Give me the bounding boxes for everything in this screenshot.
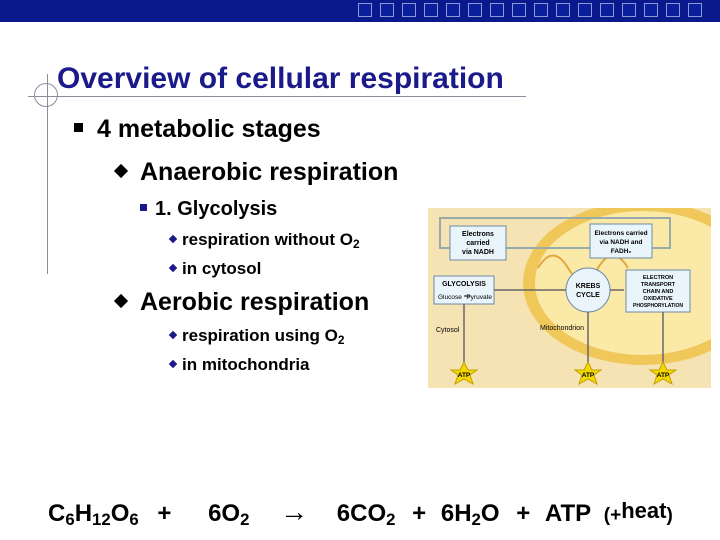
atp-label: ATP — [656, 372, 670, 379]
bullet-text: 1. Glycolysis — [155, 198, 278, 220]
plus-sign: + — [516, 500, 531, 527]
banner-square — [468, 3, 482, 17]
heat-close: ) — [666, 505, 673, 526]
bullet-in-mitochondria — [170, 355, 310, 375]
top-banner — [0, 0, 720, 22]
respiration-equation — [48, 496, 673, 530]
formula-element: O — [110, 500, 130, 527]
bullet-text: respiration without O — [182, 230, 353, 249]
krebs-cycle-circle — [566, 268, 610, 312]
electrons-fadh-line2: via NADH and — [599, 239, 643, 246]
yields-arrow-icon: → — [280, 496, 309, 527]
heat-open: (+ — [603, 505, 622, 526]
banner-square — [666, 3, 680, 17]
etc-line1: ELECTRON — [642, 275, 674, 281]
krebs-line1: KREBS — [575, 283, 601, 290]
formula-element: 6O — [208, 500, 241, 527]
heat-note — [604, 498, 673, 528]
heat-word: heat — [621, 498, 667, 523]
mitochondrion-label: Mitochondrion — [540, 325, 584, 332]
diamond-bullet-icon — [114, 164, 128, 178]
subscript: 6 — [65, 510, 75, 530]
glucose-label: Glucose — [438, 294, 462, 301]
banner-square — [688, 3, 702, 17]
banner-square — [402, 3, 416, 17]
bullet-glycolysis — [140, 198, 277, 221]
water-formula — [441, 500, 500, 530]
subscript: 6 — [129, 510, 139, 530]
cellular-respiration-diagram — [428, 208, 711, 388]
banner-square — [358, 3, 372, 17]
etc-line2: TRANSPORT — [640, 282, 676, 288]
subscript: 2 — [386, 510, 396, 530]
electrons-nadh-line3: via NADH — [462, 249, 494, 256]
bullet-using-o2 — [170, 326, 344, 347]
diamond-bullet-icon — [169, 331, 177, 339]
etc-line4: OXIDATIVE — [643, 296, 673, 302]
electrons-nadh-line1: Electrons — [462, 231, 494, 238]
electrons-fadh-line1: Electrons carried — [594, 230, 648, 237]
glycolysis-label: GLYCOLYSIS — [442, 281, 486, 288]
slide-title: Overview of cellular respiration — [57, 62, 504, 95]
subscript: 2 — [471, 510, 481, 530]
diamond-bullet-icon — [169, 264, 177, 272]
plus-sign: + — [157, 500, 172, 527]
square-bullet-icon — [74, 123, 83, 132]
bullet-anaerobic — [116, 158, 398, 187]
formula-element: 6CO — [336, 500, 387, 527]
subscript: 2 — [240, 510, 250, 530]
oxygen-formula — [208, 500, 249, 530]
banner-square — [534, 3, 548, 17]
formula-element: 6H — [440, 500, 472, 527]
decor-horizontal-line — [28, 96, 526, 97]
diamond-bullet-icon — [169, 360, 177, 368]
bullet-text: respiration using O — [182, 326, 338, 345]
pyruvate-label: Pyruvate — [466, 294, 492, 301]
bullet-text: 4 metabolic stages — [97, 115, 321, 143]
atp-label: ATP — [581, 372, 595, 379]
atp-label: ATP — [457, 372, 471, 379]
banner-square — [556, 3, 570, 17]
formula-element: O — [480, 500, 500, 527]
banner-square — [424, 3, 438, 17]
glucose-formula — [48, 500, 139, 530]
banner-square — [644, 3, 658, 17]
decor-circle — [34, 83, 58, 107]
co2-formula — [337, 500, 396, 530]
banner-square — [622, 3, 636, 17]
banner-square — [578, 3, 592, 17]
banner-square — [490, 3, 504, 17]
formula-element: H — [74, 500, 93, 527]
banner-square — [380, 3, 394, 17]
diamond-bullet-icon — [169, 235, 177, 243]
bullet-aerobic — [116, 288, 369, 317]
subscript: 2 — [352, 236, 360, 251]
subscript: 12 — [92, 510, 111, 530]
banner-square — [600, 3, 614, 17]
bullet-text: in cytosol — [182, 259, 262, 278]
bullet-without-o2 — [170, 230, 360, 251]
electrons-nadh-line2: carried — [466, 240, 490, 247]
subscript: 2 — [337, 332, 345, 347]
banner-square — [512, 3, 526, 17]
etc-line5: PHOSPHORYLATION — [632, 303, 684, 309]
electrons-fadh-line3: FADH₂ — [610, 248, 632, 255]
bullet-text: in mitochondria — [182, 355, 310, 374]
bullet-text: Aerobic respiration — [140, 288, 370, 316]
cytosol-label: Cytosol — [436, 327, 460, 334]
atp-formula: ATP — [544, 500, 592, 527]
square-bullet-icon — [140, 204, 147, 211]
diamond-bullet-icon — [114, 294, 128, 308]
formula-element: C — [48, 500, 66, 527]
bullet-in-cytosol — [170, 259, 261, 279]
bullet-text: Anaerobic respiration — [140, 158, 399, 186]
plus-sign: + — [412, 500, 427, 527]
etc-line3: CHAIN AND — [642, 289, 674, 295]
krebs-line2: CYCLE — [576, 292, 600, 299]
banner-square — [446, 3, 460, 17]
bullet-metabolic-stages — [74, 115, 321, 144]
